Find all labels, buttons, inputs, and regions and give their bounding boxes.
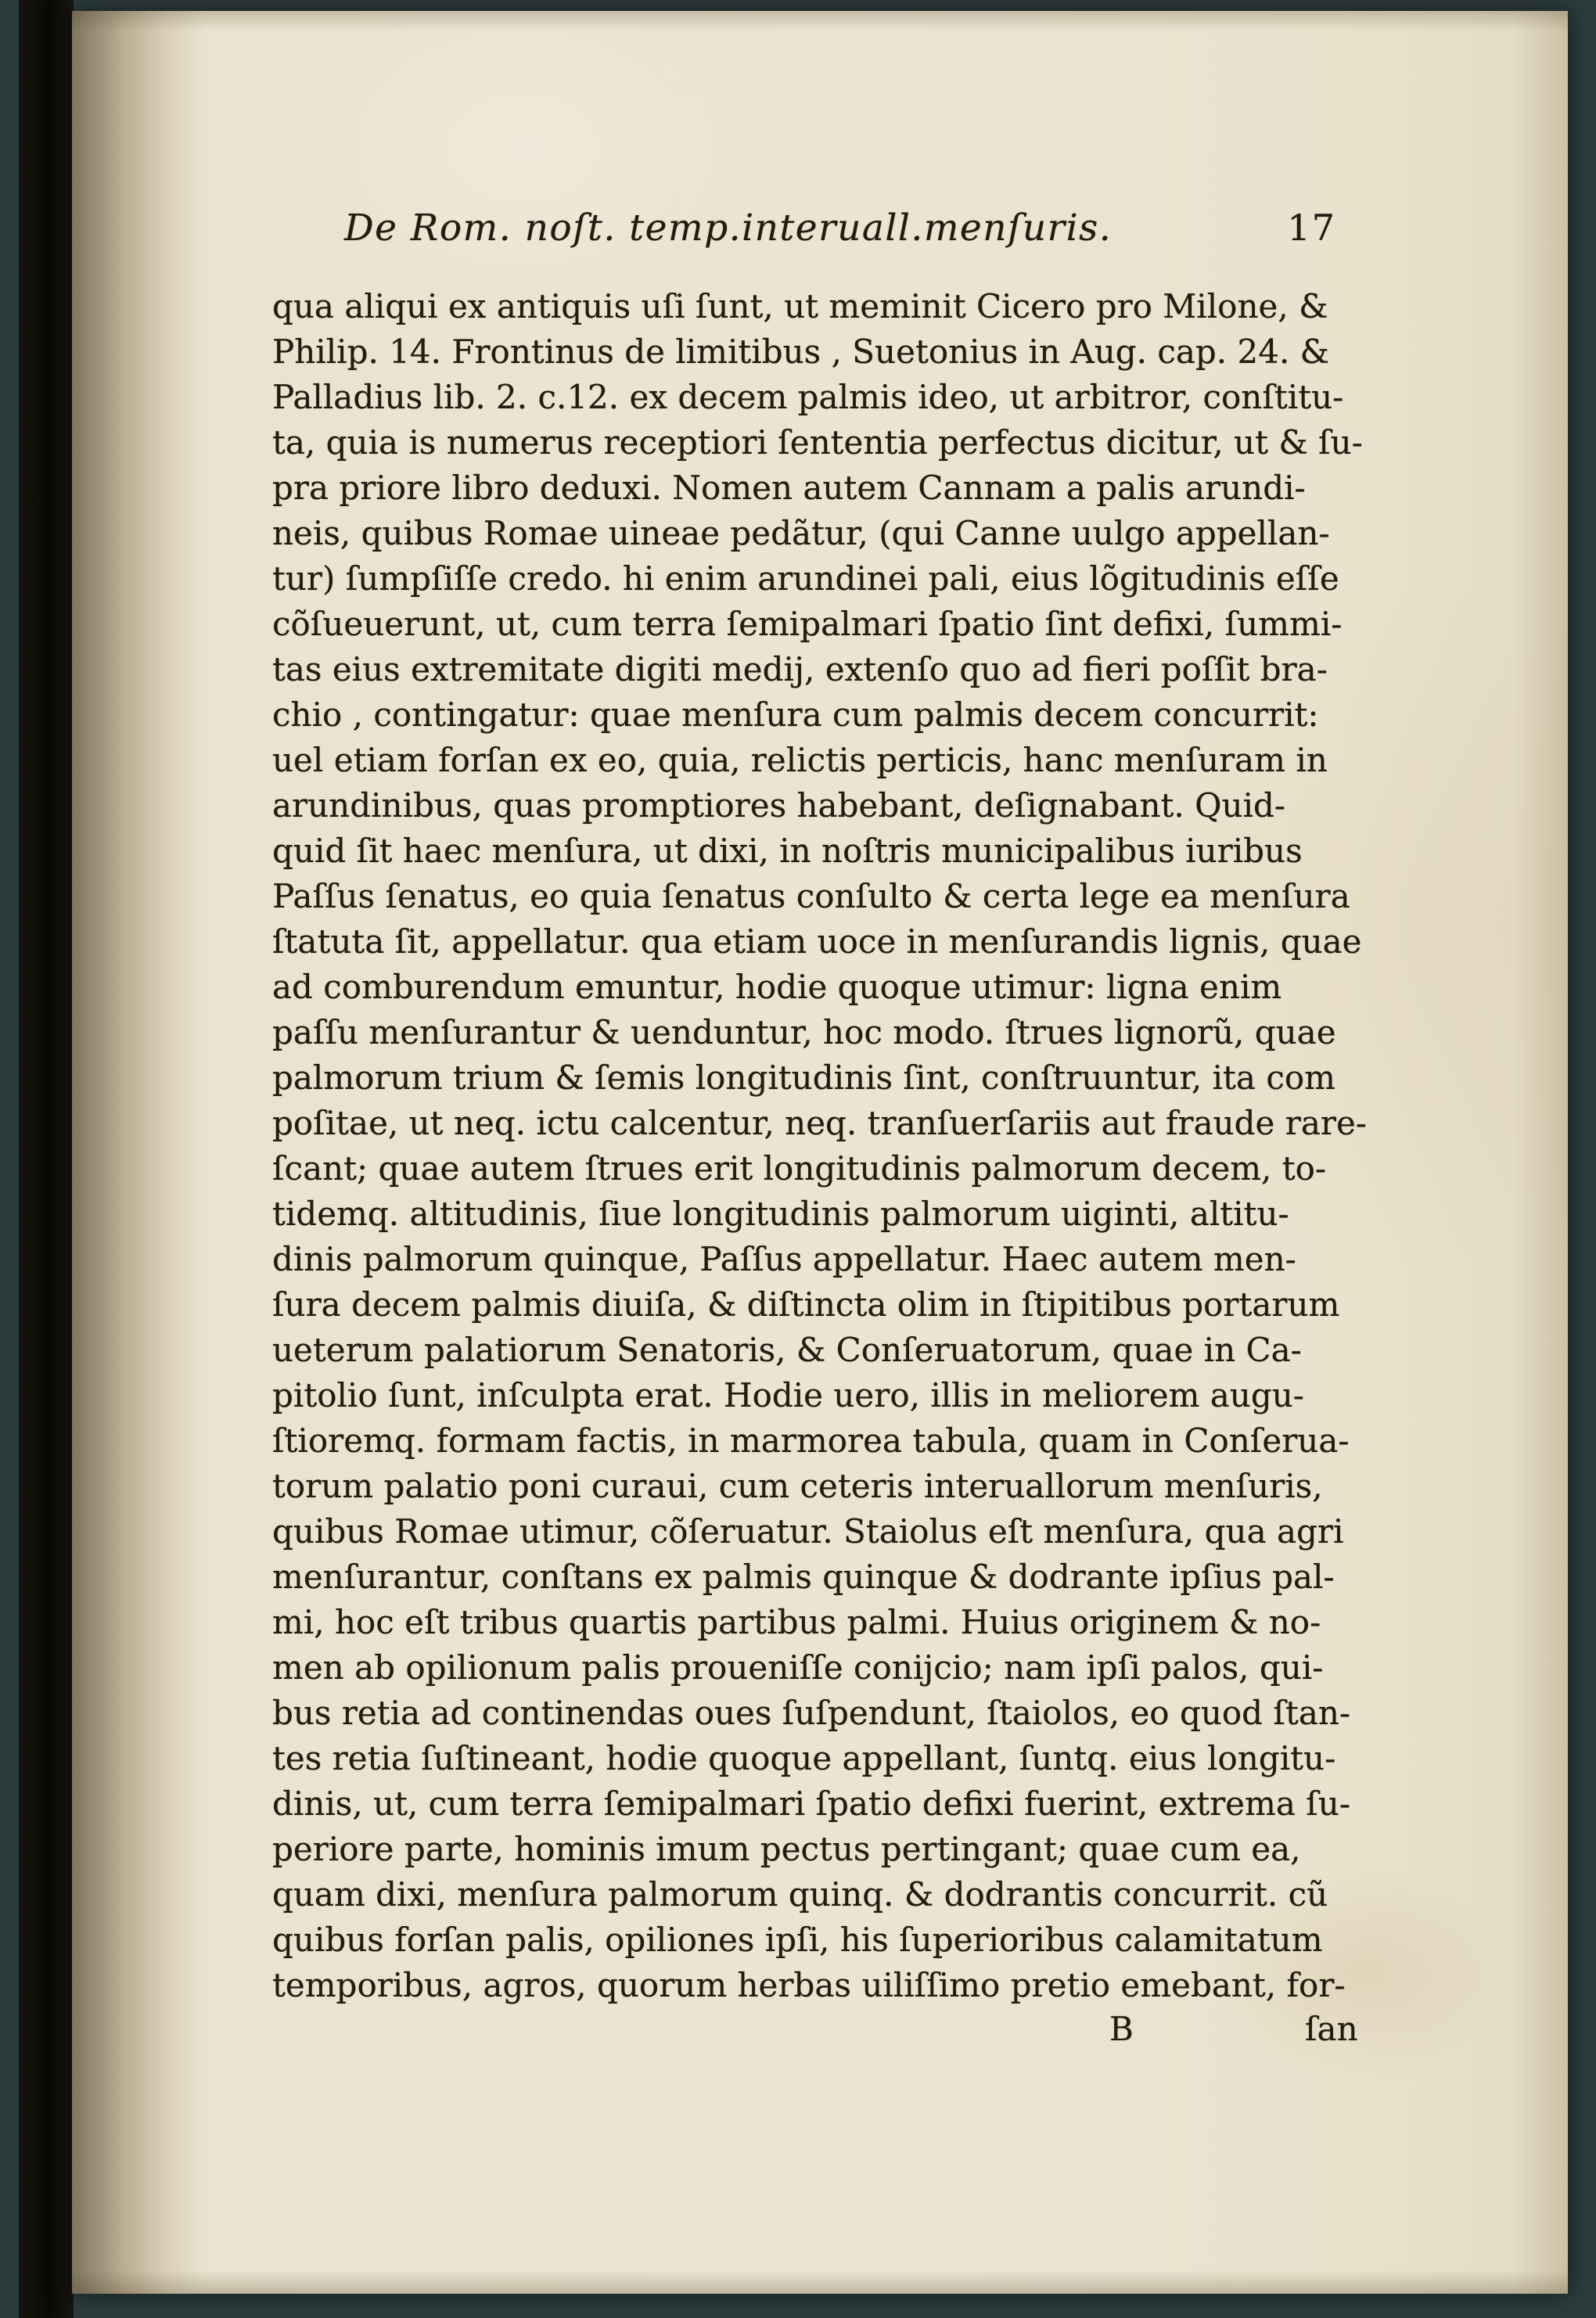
text-line: quid ſit haec menſura, ut dixi, in noſtris municipalibus iuribus [272,832,1303,870]
text-line: chio , contingatur: quae menſura cum palmis decem concurrit: [272,695,1319,734]
text-line: dinis palmorum quinque, Paſſus appellatur. Haec autem men- [272,1240,1296,1278]
body-text [272,284,1429,2008]
text-line: mi, hoc eſt tribus quartis partibus palmi. Huius originem & no- [272,1603,1321,1641]
text-line: ueterum palatiorum Senatoris, & Conſeruatorum, quae in Ca- [272,1331,1302,1369]
text-line: Palladius lib. 2. c.12. ex decem palmis ideo, ut arbitror, conſtitu- [272,378,1344,416]
text-line: neis, quibus Romae uineae pedãtur, (qui Canne uulgo appellan- [272,514,1330,552]
text-line: Paſſus ſenatus, eo quia ſenatus conſulto & certa lege ea menſura [272,877,1350,915]
text-line: torum palatio poni curaui, cum ceteris interuallorum menſuris, [272,1467,1323,1505]
text-line: tes retia ſuſtineant, hodie quoque appellant, ſuntq. eius longitu- [272,1739,1336,1777]
text-line: arundinibus, quas promptiores habebant, deſignabant. Quid- [272,786,1286,825]
page-bottom-shadow [72,2270,1568,2294]
running-title: De Rom. noſt. temp.interuall.menſuris. [344,207,1113,250]
text-line: pitolio ſunt, inſculpta erat. Hodie uero, illis in meliorem augu- [272,1376,1304,1414]
text-line: quam dixi, menſura palmorum quinq. & dodrantis concurrit. cũ [272,1875,1328,1914]
page-top-shadow [72,11,1568,31]
footer-line [272,2010,1429,2057]
text-line: tur) ſumpſiſſe credo. hi enim arundinei pali, eius lõgitudinis eſſe [272,559,1339,598]
text-line: menſurantur, conſtans ex palmis quinque & dodrante ipſius pal- [272,1558,1335,1596]
signature-mark: B [1109,2010,1134,2048]
text-line: temporibus, agros, quorum herbas uiliſſimo pretio emebant, for- [272,1966,1346,2004]
text-line: tidemq. altitudinis, ſiue longitudinis palmorum uiginti, altitu- [272,1195,1289,1233]
text-line: tas eius extremitate digiti medij, extenſo quo ad fieri poſſit bra- [272,650,1328,688]
page-header [272,207,1429,250]
text-line: bus retia ad continendas oues ſuſpendunt, ſtaiolos, eo quod ſtan- [272,1694,1351,1732]
text-line: ad comburendum emuntur, hodie quoque utimur: ligna enim [272,968,1282,1006]
text-line: qua aliqui ex antiquis uſi ſunt, ut meminit Cicero pro Milone, & [272,287,1328,325]
text-line: poſitae, ut neq. ictu calcentur, neq. tranſuerſariis aut fraude rare- [272,1104,1368,1142]
text-line: ſtatuta ſit, appellatur. qua etiam uoce in menſurandis lignis, quae [272,922,1362,961]
text-line: quibus Romae utimur, cõſeruatur. Staiolus eſt menſura, qua agri [272,1512,1344,1551]
text-line: uel etiam forſan ex eo, quia, relictis perticis, hanc menſuram in [272,741,1328,779]
text-line: ſura decem palmis diuiſa, & diſtincta olim in ſtipitibus portarum [272,1285,1340,1324]
book-spine [19,0,74,2318]
text-line: cõſueuerunt, ut, cum terra ſemipalmari ſpatio ſint defixi, ſummi- [272,605,1343,643]
text-line: ſcant; quae autem ſtrues erit longitudinis palmorum decem, to- [272,1149,1327,1188]
text-block [272,207,1429,2057]
text-line: pra priore libro deduxi. Nomen autem Cannam a palis arundi- [272,469,1306,507]
text-line: ſtioremq. formam factis, in marmorea tabula, quam in Conſerua- [272,1421,1350,1460]
text-line: paſſu menſurantur & uenduntur, hoc modo. ſtrues lignorũ, quae [272,1013,1336,1051]
text-line: Philip. 14. Frontinus de limitibus , Suetonius in Aug. cap. 24. & [272,332,1330,371]
text-line: palmorum trium & ſemis longitudinis ſint, conſtruuntur, ita com [272,1058,1335,1097]
page-number: 17 [1287,207,1336,249]
catchword: ſan [1305,2010,1358,2048]
text-line: ta, quia is numerus receptiori ſententia perfectus dicitur, ut & ſu- [272,423,1363,462]
text-line: men ab opilionum palis proueniſſe conijcio; nam ipſi palos, qui- [272,1648,1324,1687]
text-line: periore parte, hominis imum pectus pertingant; quae cum ea, [272,1830,1301,1868]
text-line: dinis, ut, cum terra ſemipalmari ſpatio defixi fuerint, extrema ſu- [272,1784,1351,1823]
book-page [72,11,1568,2294]
text-line: quibus forſan palis, opiliones ipſi, his ſuperioribus calamitatum [272,1921,1323,1959]
